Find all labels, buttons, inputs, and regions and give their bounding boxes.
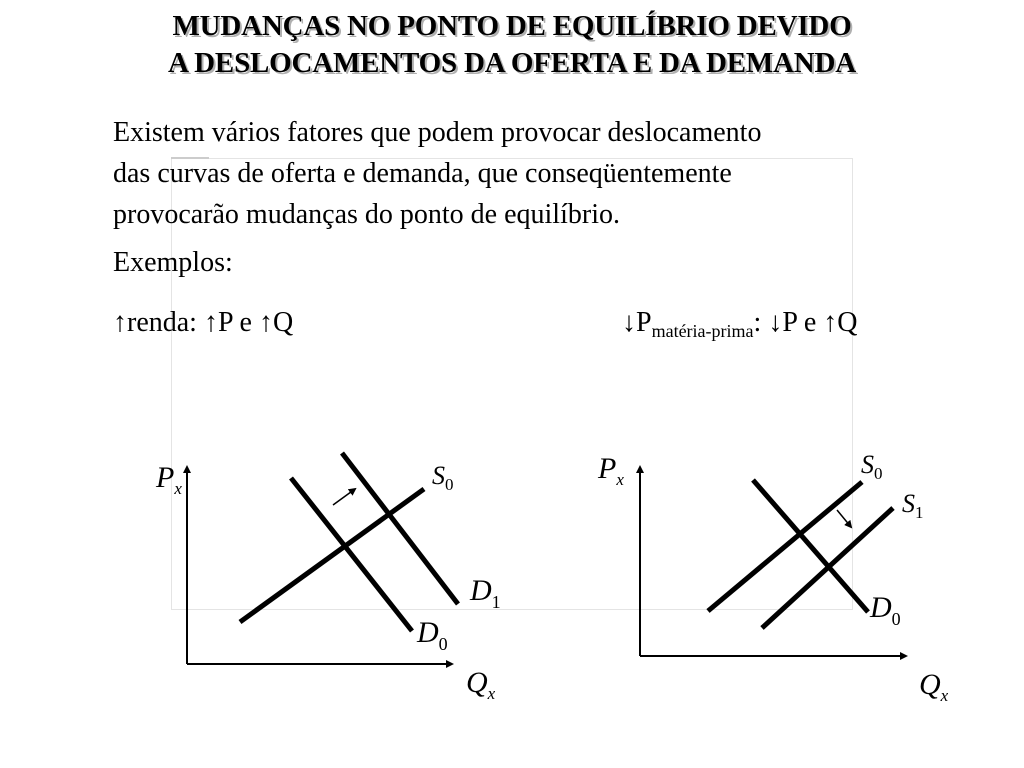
left-s0-label: $S_0$: [432, 461, 454, 494]
example-right-text-2: :: [753, 307, 769, 338]
example-left-text-2: P e: [217, 307, 259, 338]
examples-label: Exemplos:: [113, 247, 233, 278]
left-d0-label: $D_0$: [417, 616, 448, 654]
right-shift-arrow: [837, 510, 851, 527]
left-graph: [155, 453, 501, 703]
right-s1-label: $S_1$: [902, 489, 924, 522]
left-shift-arrow: [333, 489, 355, 505]
example-right-text-4: Q: [837, 307, 858, 338]
right-x-axis-label: $Q_x$: [919, 668, 949, 705]
example-left-text-3: Q: [272, 307, 294, 338]
left-demand-curve-d0: [291, 478, 412, 631]
down-arrow-icon: ↓: [622, 307, 636, 338]
body-line-1: Existem vários fatores que podem provocar deslocamento: [113, 117, 762, 148]
up-arrow-icon: ↑: [113, 307, 127, 338]
left-d1-label: $D_1$: [470, 574, 501, 612]
left-supply-curve-s0: [240, 489, 424, 622]
right-y-axis-label: $P_x$: [598, 452, 624, 489]
right-d0-label: $D_0$: [870, 591, 901, 629]
title-line-2: A DESLOCAMENTOS DA OFERTA E DA DEMANDA: [167, 47, 857, 79]
title-line-1: MUDANÇAS NO PONTO DE EQUILÍBRIO DEVIDO: [172, 10, 852, 42]
example-left-text-1: renda:: [127, 307, 204, 338]
up-arrow-icon: ↑: [203, 307, 218, 338]
right-graph: [597, 450, 949, 705]
left-x-axis-label: $Q_x$: [466, 666, 496, 703]
body-line-2: das curvas de oferta e demanda, que conseqüentemente: [113, 158, 732, 189]
example-right-text-1: P: [636, 307, 652, 338]
up-arrow-icon: ↑: [823, 307, 838, 338]
example-right-subscript: matéria-prima: [651, 321, 754, 341]
right-supply-curve-s0: [708, 482, 862, 611]
body-line-3: provocarão mudanças do ponto de equilíbrio.: [113, 199, 620, 230]
down-arrow-icon: ↓: [768, 307, 783, 338]
right-s0-label: $S_0$: [861, 450, 883, 483]
left-y-axis-label: $P_x$: [156, 461, 182, 498]
up-arrow-icon: ↑: [258, 307, 273, 338]
example-right-text-3: P e: [782, 307, 824, 338]
